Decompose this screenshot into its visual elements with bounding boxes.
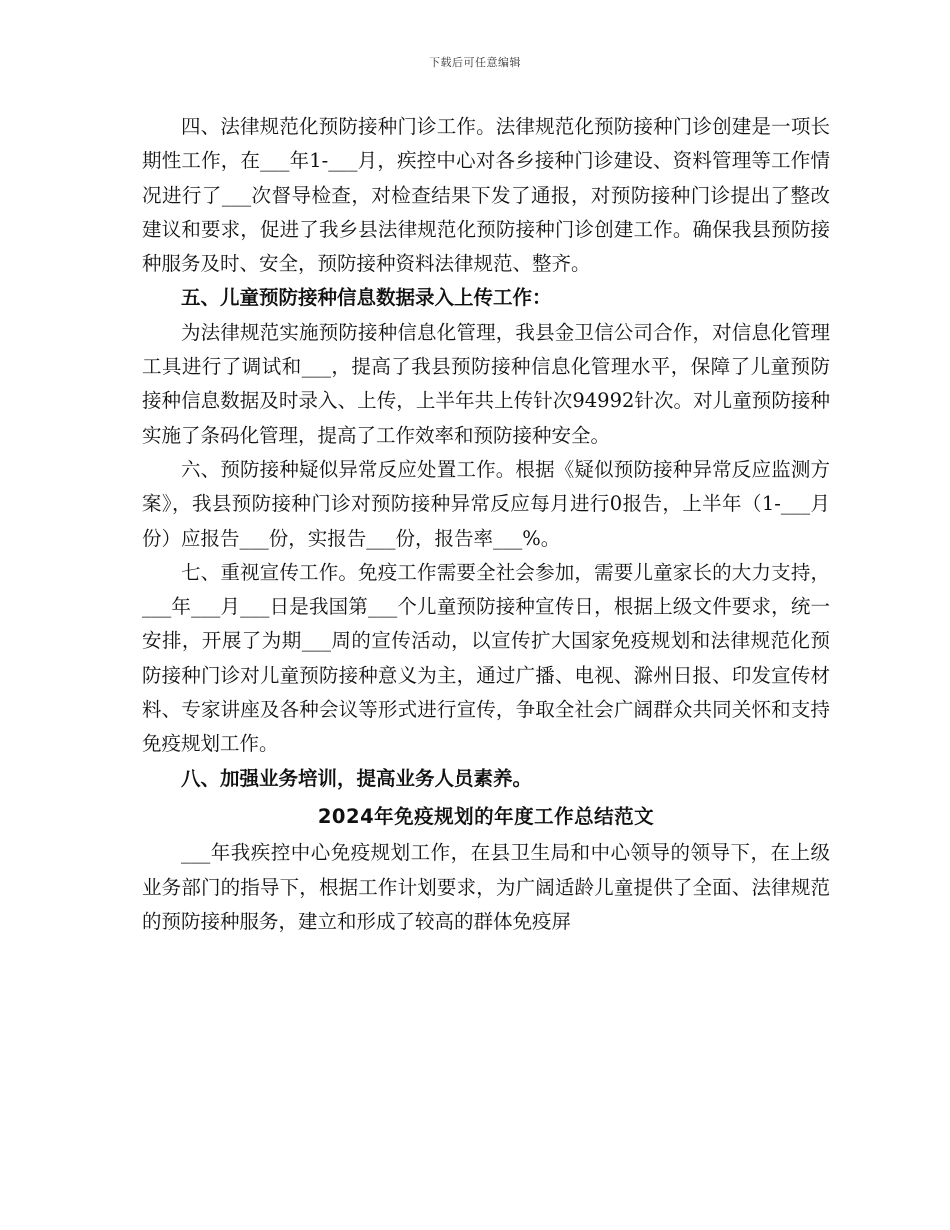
- paragraph-section-6: 六、预防接种疑似异常反应处置工作。根据《疑似预防接种异常反应监测方案》，我县预防接种门诊对预防接种异常反应每月进行0报告，上半年（1-___月份）应报告___份，实报告___份，报告率___%。: [142, 457, 830, 550]
- page-header: 下载后可任意编辑: [429, 56, 521, 69]
- paragraph-section-7: 七、重视宣传工作。免疫工作需要全社会参加，需要儿童家长的大力支持，___年___月___日是我国第___个儿童预防接种宣传日，根据上级文件要求，统一安排，开展了为期___周的宣传活动，以宣传扩大国家免疫规划和法律规范化预防接种门诊对儿童预防接种意义为主，通过广播、电视、滁州日报、印发宣传材料、专家讲座及各种会议等形式进行宣传，争取全社会广阔群众共同关怀和支持免疫规划工作。: [142, 560, 830, 756]
- paragraph-section-5: 为法律规范实施预防接种信息化管理，我县金卫信公司合作，对信息化管理工具进行了调试和___，提高了我县预防接种信息化管理水平，保障了儿童预防接种信息数据及时录入、上传，上半年共上传针次94992针次。对儿童预防接种实施了条码化管理，提高了工作效率和预防接种安全。: [142, 320, 830, 447]
- section-title: 2024年免疫规划的年度工作总结范文: [317, 804, 655, 828]
- heading-section-8: 八、加强业务培训，提高业务人员素养。: [181, 766, 533, 790]
- paragraph-summary-intro: ___年我疾控中心免疫规划工作，在县卫生局和中心领导的领导下，在上级业务部门的指导下，根据工作计划要求，为广阔适龄儿童提供了全面、法律规范的预防接种服务，建立和形成了较高的群体免疫屏: [142, 841, 830, 933]
- heading-section-5: 五、儿童预防接种信息数据录入上传工作：: [181, 286, 552, 310]
- document-body: [142, 110, 830, 939]
- paragraph-section-4: 四、法律规范化预防接种门诊工作。法律规范化预防接种门诊创建是一项长期性工作，在___年1-___月，疾控中心对各乡接种门诊建设、资料管理等工作情况进行了___次督导检查，对检查结果下发了通报，对预防接种门诊提出了整改建议和要求，促进了我乡县法律规范化预防接种门诊创建工作。确保我县预防接种服务及时、安全，预防接种资料法律规范、整齐。: [142, 115, 830, 276]
